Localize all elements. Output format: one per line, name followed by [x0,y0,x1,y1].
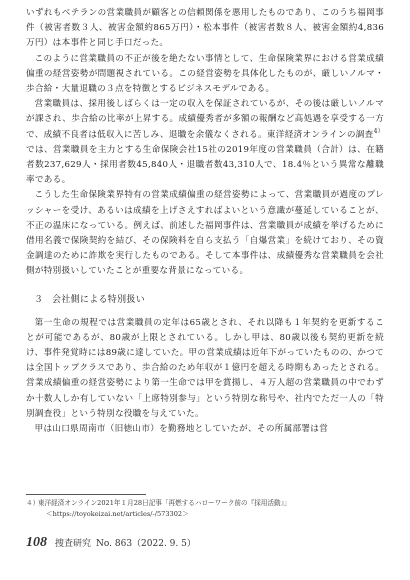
main-text-column [26,6,384,437]
paragraph-2: このように営業職員の不正が後を絶たない事情として、生命保険業界における営業成績偏重の経営姿勢が問題視されている。この経営姿勢を具体化したものが、厳しいノルマ・歩合給・大量退職の３点を特徴とするビジネスモデルである。 [26,53,384,95]
footnote-text: 東洋経済オンライン2021年１月28日記事「再燃するハローワーク前の『採用活動』」 [38,499,291,507]
page-number: 108 [26,535,47,550]
paragraph-3 [26,97,384,188]
section-heading [26,293,384,307]
section-number: ３ [34,294,44,305]
paragraph-3-text-before: 営業職員は、採用後しばらくは一定の収入を保証されているが、その後は厳しいノルマが課され、歩合給の比率が上昇する。成績優秀者が多額の報酬など高処遇を享受する一方で、成績不良者は低収入に苦しみ、退職を余儀なくされる。東洋経済オンラインの調査 [26,99,384,140]
issue-info: No. 863（2022. 9. 5） [96,539,196,549]
footnote-url-link[interactable]: ＜https://toyokeizai.net/articles/-/573302＞ [46,510,189,518]
footnote-divider [26,494,146,495]
paragraph-6: 甲は山口県周南市（旧徳山市）を勤務地としていたが、その所属部署は営 [34,424,329,435]
paragraph-4: こうした生命保険業界特有の営業成績偏重の経営姿勢によって、営業職員が過度のプレッシャーを受け、あるいは成績を上げさえすればよいという意識が蔓延していることが、不正の温床になっている。例えば、前述した福岡事件は、営業職員が成績を挙げるために借用名義で保険契約を結び、その保険料を自ら支払う「自爆営業」を続けており、その資金調達のために詐欺を実行したものである。そして本事件は、成績優秀な営業職員を会社側が特別扱いしていたことが重要な背景になっている。 [26,190,384,277]
footnote-ref-4[interactable]: 4） [373,127,384,135]
paragraph-1: いずれもベテランの営業職員が顧客との信頼関係を悪用したものであり、このうち福岡事件（被害者数３人、被害金額約865万円）・松本事件（被害者数８人、被害金額約4,836万円）は本事件と同じ手口だった。 [26,8,384,49]
page-footer [26,535,196,551]
section-title: 会社側による特別扱い [52,294,146,305]
footnote-4 [26,498,384,520]
footnote-number: ４） [26,499,40,507]
journal-name: 捜査研究 [55,539,92,549]
paragraph-3-text-after: では、営業職員を主力とする生命保険会社15社の2019年度の営業職員（合計）は、在籍者数237,629人・採用者数45,840人・退職者数43,310人で、18.4％という異常な離職率である。 [26,144,384,186]
paragraph-5: 第一生命の規程では営業職員の定年は65歳とされ、それ以降も１年契約を更新することが可能であるが、80歳が上限とされている。しかし甲は、80歳以後も契約更新を続け、事件発覚時には89歳に達していた。甲の営業成績は近年下がっていたものの、かつては全国トップクラスであり、歩合給のため年収が１億円を超える時期もあったとされる。営業成績偏重の経営姿勢により第一生命では甲を賞揚し、４万人超の営業職員の中でわずか十数人しか有していない「上席特別参与」という特別な称号や、社内でただ一人の「特別調査役」という特別な役職を与えていた。 [26,317,384,419]
